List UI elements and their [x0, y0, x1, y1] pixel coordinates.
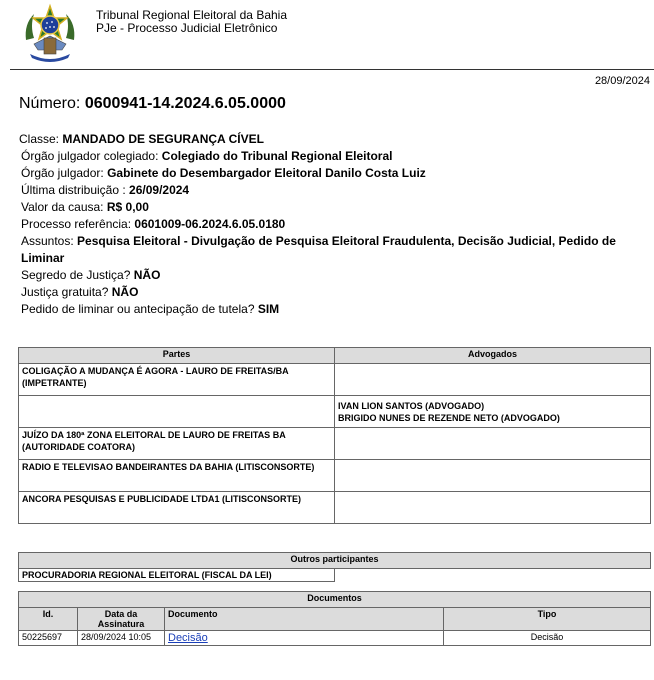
field-value: 26/09/2024 — [129, 183, 190, 197]
system-name: PJe - Processo Judicial Eletrônico — [96, 21, 278, 35]
empty-cell — [335, 569, 651, 582]
field-label: Classe: — [19, 132, 60, 146]
advogados-cell — [335, 364, 651, 396]
table-row — [19, 428, 651, 460]
table-row — [19, 492, 651, 524]
field-assuntos — [19, 233, 649, 267]
advogados-cell — [335, 428, 651, 460]
participante-cell: PROCURADORIA REGIONAL ELEITORAL (FISCAL DA LEI) — [19, 569, 335, 582]
field-value: Colegiado do Tribunal Regional Eleitoral — [161, 149, 393, 163]
field-value: NÃO — [133, 268, 161, 282]
parte-cell: ANCORA PESQUISAS E PUBLICIDADE LTDA1 (LITISCONSORTE) — [19, 492, 335, 524]
field-label: Valor da causa: — [21, 200, 104, 214]
table-row — [19, 364, 651, 396]
field-processo-referencia — [19, 216, 649, 233]
process-number — [19, 95, 286, 113]
field-label: Órgão julgador colegiado: — [21, 149, 159, 163]
field-classe — [19, 131, 649, 148]
field-value: SIM — [257, 302, 280, 316]
col-tipo: Tipo — [444, 608, 651, 631]
parte-cell: RADIO E TELEVISAO BANDEIRANTES DA BAHIA (LITISCONSORTE) — [19, 460, 335, 492]
header-divider — [10, 69, 654, 70]
doc-data-cell: 28/09/2024 10:05 — [78, 631, 165, 646]
field-liminar — [19, 301, 649, 318]
process-fields — [19, 131, 649, 318]
parte-cell: JUÍZO DA 180ª ZONA ELEITORAL DE LAURO DE FREITAS BA (AUTORIDADE COATORA) — [19, 428, 335, 460]
col-id: Id. — [19, 608, 78, 631]
institution-header — [96, 9, 287, 35]
process-number-label: Número: — [19, 95, 81, 112]
field-label: Assuntos: — [21, 234, 74, 248]
field-label: Última distribuição : — [21, 183, 126, 197]
parte-cell — [19, 396, 335, 428]
field-ultima-distribuicao — [19, 182, 649, 199]
field-value: NÃO — [111, 285, 139, 299]
field-value: MANDADO DE SEGURANÇA CÍVEL — [62, 132, 264, 146]
document-date: 28/09/2024 — [594, 75, 650, 87]
documentos-table — [18, 591, 651, 646]
brazil-coat-of-arms-icon — [22, 2, 78, 66]
table-row — [19, 396, 651, 428]
parte-cell: COLIGAÇÃO A MUDANÇA É AGORA - LAURO DE FREITAS/BA (IMPETRANTE) — [19, 364, 335, 396]
field-valor-causa — [19, 199, 649, 216]
doc-id-cell: 50225697 — [19, 631, 78, 646]
outros-header: Outros participantes — [19, 553, 651, 569]
documentos-header: Documentos — [19, 592, 651, 608]
field-label: Segredo de Justiça? — [21, 268, 131, 282]
field-orgao-julgador — [19, 165, 649, 182]
field-value: 0601009-06.2024.6.05.0180 — [134, 217, 286, 231]
doc-documento-cell — [165, 631, 444, 646]
table-row — [19, 631, 651, 646]
documento-link[interactable]: Decisão — [168, 632, 208, 644]
advogados-cell — [335, 460, 651, 492]
advogados-cell — [335, 492, 651, 524]
process-number-value: 0600941-14.2024.6.05.0000 — [84, 95, 286, 112]
field-label: Órgão julgador: — [21, 166, 104, 180]
partes-header: Partes — [19, 348, 335, 364]
field-segredo — [19, 267, 649, 284]
field-value: R$ 0,00 — [106, 200, 149, 214]
table-row — [19, 569, 651, 582]
field-orgao-colegiado — [19, 148, 649, 165]
institution-name: Tribunal Regional Eleitoral da Bahia — [96, 8, 288, 22]
field-label: Processo referência: — [21, 217, 132, 231]
doc-tipo-cell: Decisão — [444, 631, 651, 646]
advogados-cell: IVAN LION SANTOS (ADVOGADO) BRIGIDO NUNES DE REZENDE NETO (ADVOGADO) — [335, 396, 651, 428]
table-row — [19, 460, 651, 492]
field-justica-gratuita — [19, 284, 649, 301]
field-value: Pesquisa Eleitoral - Divulgação de Pesquisa Eleitoral Fraudulenta, Decisão Judicial, Pedido de Liminar — [21, 234, 616, 265]
col-documento: Documento — [165, 608, 444, 631]
advogados-header: Advogados — [335, 348, 651, 364]
field-value: Gabinete do Desembargador Eleitoral Danilo Costa Luiz — [107, 166, 426, 180]
partes-table — [18, 347, 651, 524]
col-data: Data da Assinatura — [78, 608, 165, 631]
field-label: Justiça gratuita? — [21, 285, 109, 299]
document-header — [0, 0, 654, 70]
field-label: Pedido de liminar ou antecipação de tutela? — [21, 302, 255, 316]
outros-participantes-table — [18, 552, 651, 582]
